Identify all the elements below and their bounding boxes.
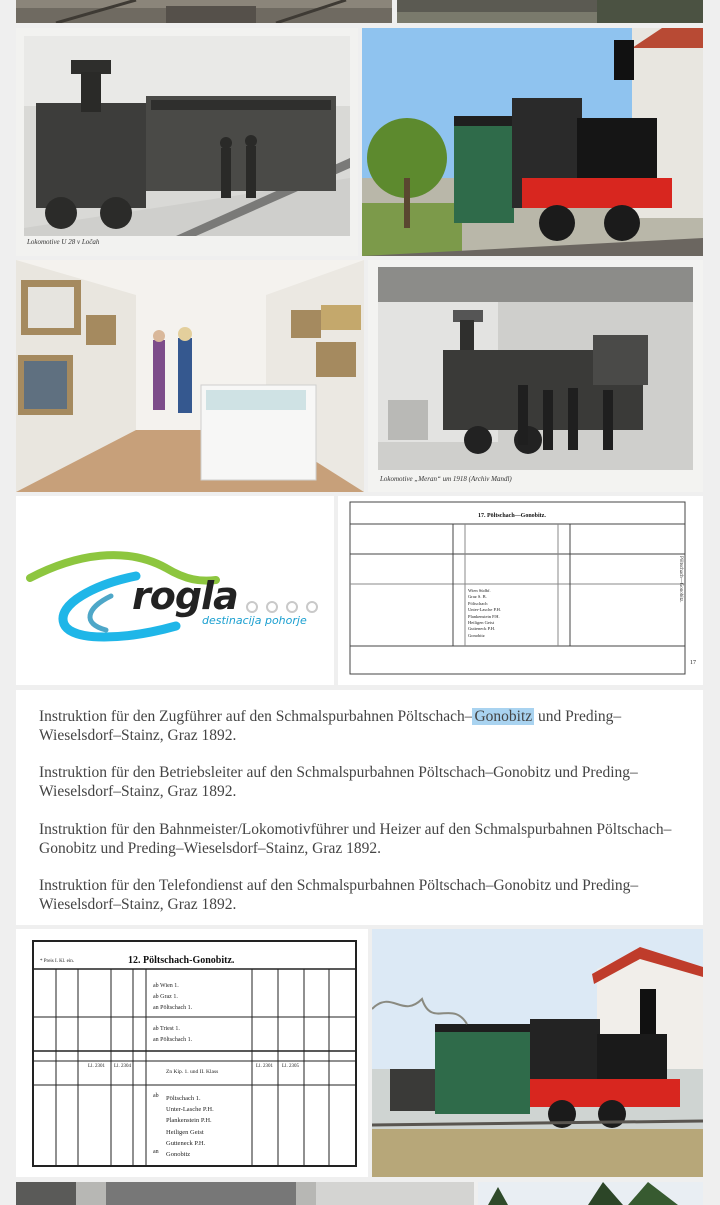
station-label: Graz S. B.: [468, 594, 487, 600]
rogla-tagline: destinacija pohorje: [202, 614, 307, 627]
photo-red-locomotive-station[interactable]: [362, 28, 703, 256]
timetable-large-title: 12. Pöltschach-Gonobitz.: [128, 955, 235, 966]
text-segment: Instruktion für den Zugführer auf den Schmalspurbahnen Pöltschach–: [39, 708, 473, 725]
station-label: Heiligen Geist: [468, 620, 495, 626]
timetable-route-stations: [166, 1093, 214, 1160]
timetable-top-stations: [153, 981, 192, 1014]
timetable-corner-note: * Preis I. Kl. ein.: [40, 959, 75, 964]
instruction-line-2: Instruktion für den Betriebsleiter auf den Schmalspurbahnen Pöltschach–Gonobitz und Preding–Wieselsdorf–Stainz, Graz 1892.: [39, 764, 638, 800]
station-label: Gutteneck P.H.: [468, 626, 496, 632]
station-label: ab Graz 1.: [153, 994, 178, 1000]
rogla-logo-tile[interactable]: [16, 496, 334, 685]
station-label: Plankenstein P.H.: [468, 613, 500, 619]
timetable-small-title: 17. Pöltschach—Gonobitz.: [478, 513, 546, 519]
timetable-side-label: Pöltschach—Gonobitz.: [678, 556, 683, 603]
station-label: Pöltschach 1.: [166, 1095, 201, 1102]
timetable-page-number: 17: [690, 660, 696, 666]
station-label: Unter-Lasche P.H.: [468, 607, 502, 613]
station-prefix: ab: [153, 1093, 159, 1099]
meran-locomotive-image: [368, 260, 703, 492]
station-label: Heiligen Geist: [166, 1128, 204, 1136]
rail-photo-image: [397, 0, 703, 23]
photo-red-locomotive-coaches[interactable]: [372, 929, 703, 1177]
museum-interior-image: [16, 260, 364, 492]
timetable-col-header: Ll. 2301: [88, 1064, 105, 1069]
red-locomotive-image: [362, 28, 703, 256]
instruction-list-tile[interactable]: [16, 690, 703, 925]
photo-caption: Lokomotive U 28 v Ločah: [27, 238, 100, 246]
station-label: Gonobitz: [468, 632, 485, 638]
station-label: an Pöltschach 1.: [153, 1005, 193, 1011]
text-segment: und Preding–Wieselsdorf–Stainz, Graz 1892.: [39, 708, 622, 744]
station-label: Plankenstein P.H.: [166, 1117, 212, 1125]
photo-rail-top-left[interactable]: [16, 0, 392, 23]
station-label: ab Wien 1.: [153, 983, 179, 989]
photo-rail-top-right[interactable]: [397, 0, 703, 23]
timetable-grid: [338, 496, 703, 685]
photo-bottom-right[interactable]: [478, 1182, 703, 1205]
timetable-col-header: Ll. 2304: [114, 1064, 131, 1069]
rogla-wordmark: rogla: [132, 574, 238, 618]
timetable-scan-large[interactable]: [16, 929, 368, 1177]
timetable-mid-stations: [153, 1024, 192, 1046]
bottom-photo-image: [478, 1182, 703, 1205]
instruction-line-3: Instruktion für den Bahnmeister/Lokomotivführer und Heizer auf den Schmalspurbahnen Pöltschach–Gonobitz und Preding–Wieselsdorf–Stainz, Graz 1892.: [39, 821, 672, 857]
photo-caption: Lokomotive „Meran“ um 1918 (Archiv Mandl): [380, 475, 512, 483]
instruction-line-1: [39, 707, 689, 745]
photo-historic-locomotive[interactable]: [16, 28, 358, 256]
station-label: Gonobitz: [166, 1151, 191, 1159]
station-label: Wien Südbf.: [468, 588, 491, 593]
station-label: an Pöltschach 1.: [153, 1037, 193, 1043]
photo-bottom-left[interactable]: [16, 1182, 474, 1205]
timetable-col-header: Ll. 2301: [256, 1064, 273, 1069]
timetable-col-header: Ll. 2305: [282, 1064, 299, 1069]
search-highlight: Gonobitz: [474, 708, 533, 725]
photo-museum-interior[interactable]: [16, 260, 364, 492]
station-label: ab Triest 1.: [153, 1026, 180, 1032]
locomotive-coaches-image: [372, 929, 703, 1177]
timetable-small-stations: [468, 588, 501, 639]
station-label: Pöltschach: [468, 600, 488, 606]
rail-photo-image: [16, 0, 392, 23]
bottom-photo-image: [16, 1182, 474, 1205]
timetable-scan-small[interactable]: [338, 496, 703, 685]
station-prefix: an: [153, 1149, 159, 1155]
historic-locomotive-image: [16, 28, 358, 256]
timetable-mid-header: Zn Kip. 1. und II. Klass: [166, 1069, 219, 1075]
photo-meran-locomotive-1918[interactable]: [368, 260, 703, 492]
station-label: Gutteneck P.H.: [166, 1139, 206, 1147]
instruction-line-4: Instruktion für den Telefondienst auf den Schmalspurbahnen Pöltschach–Gonobitz und Preding–Wieselsdorf–Stainz, Graz 1892.: [39, 877, 639, 913]
station-label: Unter-Lasche P.H.: [166, 1106, 214, 1114]
